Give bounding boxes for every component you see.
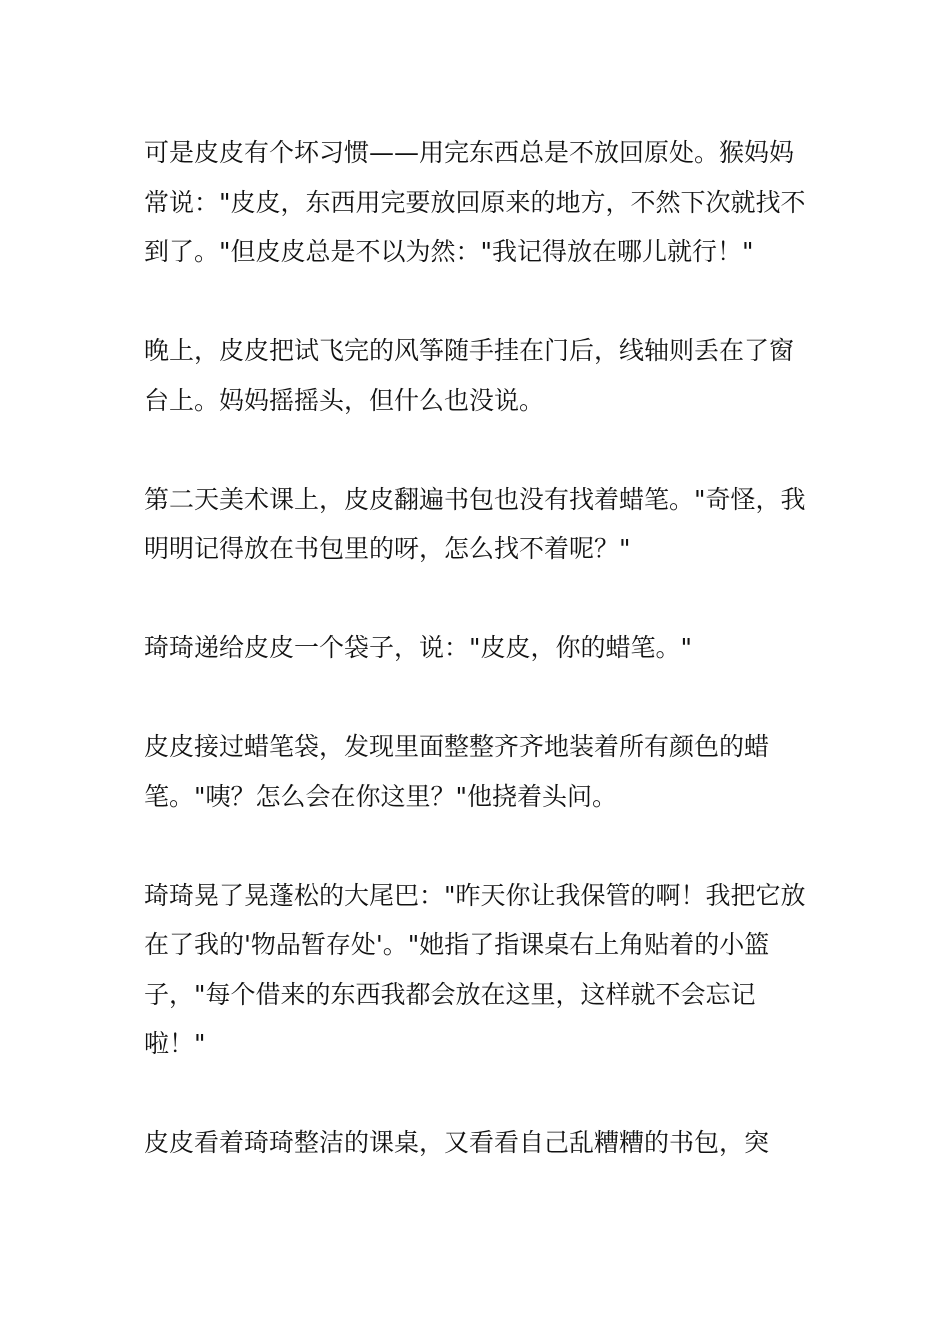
paragraph-storage-basket: 琦琦晃了晃蓬松的大尾巴："昨天你让我保管的啊！我把它放在了我的'物品暂存处'。"她指了指课桌右上角贴着的小篮子，"每个借来的东西我都会放在这里，这样就不会忘记啦！" bbox=[144, 880, 806, 1058]
paragraph-habit: 可是皮皮有个坏习惯——用完东西总是不放回原处。猴妈妈常说："皮皮，东西用完要放回原来的地方，不然下次就找不到了。"但皮皮总是不以为然："我记得放在哪儿就行！" bbox=[144, 138, 806, 266]
paragraph-evening: 晚上，皮皮把试飞完的风筝随手挂在门后，线轴则丢在了窗台上。妈妈摇摇头，但什么也没说。 bbox=[144, 336, 795, 415]
paragraph-crayon-bag: 皮皮接过蜡笔袋，发现里面整整齐齐地装着所有颜色的蜡笔。"咦？怎么会在你这里？"他挠着头问。 bbox=[144, 732, 770, 811]
story-text bbox=[144, 128, 814, 1217]
paragraph-qiqi-hands-bag: 琦琦递给皮皮一个袋子，说："皮皮，你的蜡笔。" bbox=[144, 633, 692, 662]
paragraph-messy-bag: 皮皮看着琦琦整洁的课桌，又看看自己乱糟糟的书包，突 bbox=[144, 1128, 770, 1157]
paragraph-art-class: 第二天美术课上，皮皮翻遍书包也没有找着蜡笔。"奇怪，我明明记得放在书包里的呀，怎么找不着呢？" bbox=[144, 484, 806, 563]
